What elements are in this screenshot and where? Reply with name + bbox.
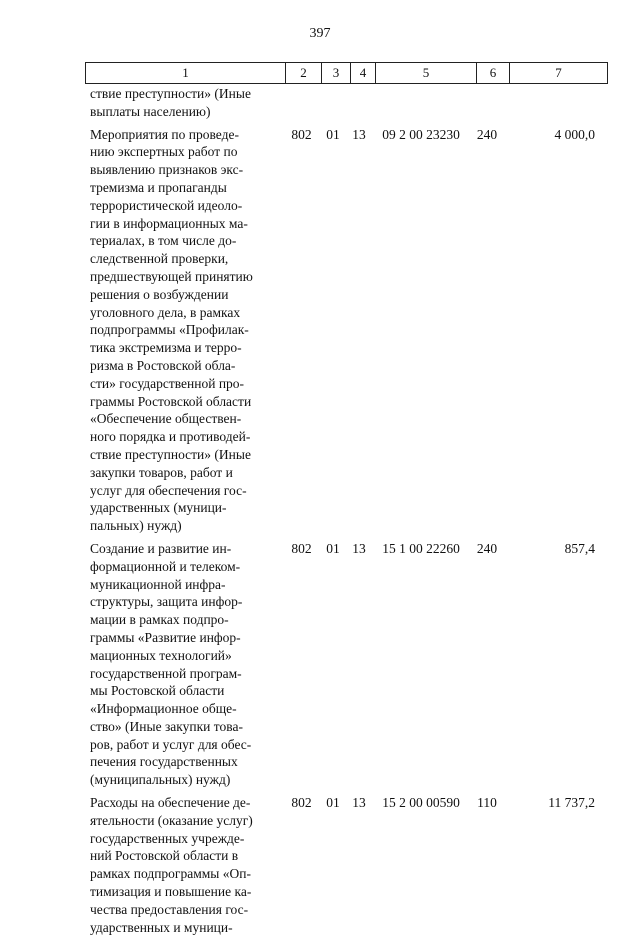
- description-line: «Обеспечение обществен-: [90, 411, 242, 427]
- amount: 4 000,0: [554, 126, 595, 142]
- column-header-table: [85, 62, 608, 84]
- description-line: государственной програм-: [90, 665, 242, 681]
- continuation-description: [85, 85, 284, 121]
- description-line: граммы «Развитие инфор-: [90, 629, 241, 645]
- continuation-line: ствие преступности» (Иные: [90, 86, 251, 101]
- description-line: государственных учрежде-: [90, 830, 245, 846]
- description-line: формационной и телеком-: [90, 558, 241, 574]
- description-line: Расходы на обеспечение де-: [90, 795, 251, 811]
- description-line: уголовного дела, в рамках: [90, 304, 241, 320]
- description-line: тимизация и повышение ка-: [90, 884, 252, 900]
- description-line: решения о возбуждении: [90, 286, 229, 302]
- description-line: мационных технологий»: [90, 647, 232, 663]
- description-line: Мероприятия по проведе-: [90, 126, 239, 142]
- description-line: подпрограммы «Профилак-: [90, 322, 249, 338]
- description-line: гии в информационных ма-: [90, 215, 248, 231]
- row-description: [85, 540, 284, 789]
- description-line: тика экстремизма и терро-: [90, 340, 242, 356]
- description-line: ударственных (муници-: [90, 500, 227, 516]
- amount: 11 737,2: [548, 795, 595, 811]
- continuation-line: выплаты населению): [90, 103, 211, 119]
- row-description: [85, 126, 284, 535]
- target-article-code: 15 2 00 00590: [382, 795, 460, 811]
- column-header-6: 6: [477, 63, 510, 84]
- description-line: ударственных и муници-: [90, 919, 233, 935]
- subsection-code: 13: [352, 795, 366, 811]
- description-line: нию экспертных работ по: [90, 144, 238, 160]
- table-row: [85, 540, 600, 789]
- ministry-code: 802: [291, 795, 312, 811]
- description-line: ний Ростовской области в: [90, 848, 239, 864]
- description-line: ризма в Ростовской обла-: [90, 357, 236, 373]
- description-line: закупки товаров, работ и: [90, 464, 233, 480]
- description-line: пальных) нужд): [90, 518, 182, 534]
- description-line: выявлению признаков экс-: [90, 162, 244, 178]
- description-line: ство» (Иные закупки това-: [90, 718, 243, 734]
- description-line: Создание и развитие ин-: [90, 540, 232, 556]
- target-article-code: 09 2 00 23230: [382, 126, 460, 142]
- description-line: печения государственных: [90, 754, 238, 770]
- subsection-code: 13: [352, 126, 366, 142]
- section-code: 01: [326, 795, 340, 811]
- description-line: рамках подпрограммы «Оп-: [90, 866, 251, 882]
- column-header-2: 2: [286, 63, 322, 84]
- description-line: ного порядка и противодей-: [90, 429, 251, 445]
- description-line: структуры, защита инфор-: [90, 594, 243, 610]
- budget-table-body: [85, 85, 600, 941]
- description-line: ров, работ и услуг для обес-: [90, 736, 252, 752]
- column-header-5: 5: [376, 63, 477, 84]
- description-line: ятельности (оказание услуг): [90, 812, 253, 828]
- description-line: ствие преступности» (Иные: [90, 446, 251, 462]
- table-row: [85, 794, 600, 936]
- target-article-code: 15 1 00 22260: [382, 540, 460, 556]
- expense-type-code: 240: [476, 540, 498, 556]
- description-line: предшествующей принятию: [90, 268, 253, 284]
- row-description: [85, 794, 284, 936]
- subsection-code: 13: [352, 540, 366, 556]
- column-header-row: [86, 63, 608, 84]
- expense-type-code: 110: [477, 795, 497, 811]
- continuation-row: [85, 85, 600, 121]
- expense-type-code: 240: [476, 126, 498, 142]
- description-line: (муниципальных) нужд): [90, 772, 231, 788]
- description-line: сти» государственной про-: [90, 375, 245, 391]
- ministry-code: 802: [291, 126, 312, 142]
- description-line: мы Ростовской области: [90, 683, 225, 699]
- description-line: чества предоставления гос-: [90, 901, 249, 917]
- description-line: мации в рамках подпро-: [90, 612, 229, 628]
- column-header-7: 7: [510, 63, 608, 84]
- description-line: «Информационное обще-: [90, 701, 237, 717]
- section-code: 01: [326, 540, 340, 556]
- table-row: [85, 126, 600, 535]
- column-header-3: 3: [322, 63, 351, 84]
- description-line: услуг для обеспечения гос-: [90, 482, 247, 498]
- description-line: тремизма и пропаганды: [90, 179, 227, 195]
- amount: 857,4: [564, 540, 595, 556]
- ministry-code: 802: [291, 540, 312, 556]
- description-line: муникационной инфра-: [90, 576, 226, 592]
- description-line: следственной проверки,: [90, 251, 229, 267]
- description-line: териалах, в том числе до-: [90, 233, 237, 249]
- column-header-1: 1: [86, 63, 286, 84]
- column-header-4: 4: [351, 63, 376, 84]
- page-number: 397: [309, 26, 331, 41]
- section-code: 01: [326, 126, 340, 142]
- description-line: террористической идеоло-: [90, 197, 243, 213]
- description-line: граммы Ростовской области: [90, 393, 252, 409]
